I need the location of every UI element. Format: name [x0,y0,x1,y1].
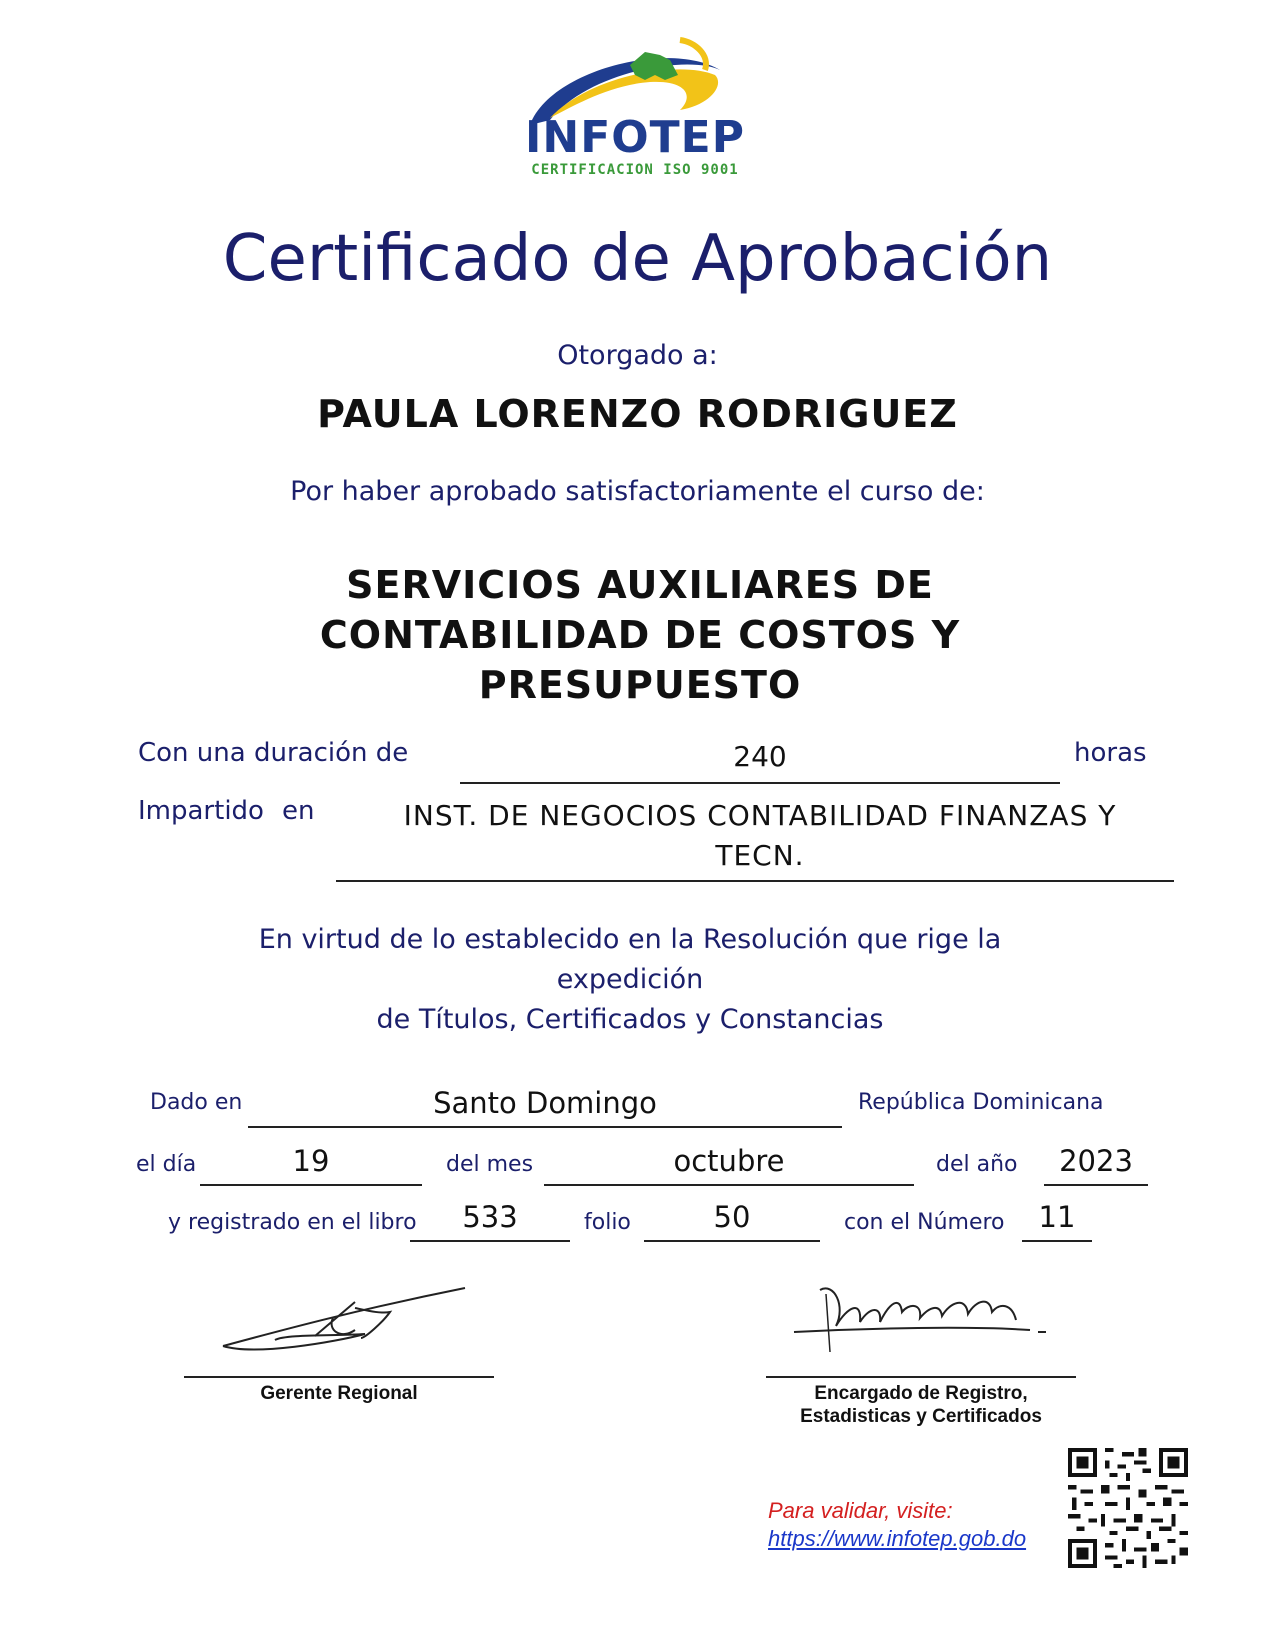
duration-unit: horas [1074,738,1147,768]
libro-value: 533 [462,1200,518,1234]
course-line-2: CONTABILIDAD DE COSTOS Y [319,613,961,657]
location-line [336,880,1174,882]
resolution-line-1: En virtud de lo establecido en la Resolución que rige la expedición [258,924,1002,995]
country-label: República Dominicana [858,1090,1104,1115]
anio-line [1044,1184,1148,1186]
anio-value: 2023 [1059,1144,1133,1178]
location-label-en: en [282,796,315,826]
dado-label: Dado en [150,1090,243,1115]
location-label: Impartido [138,796,264,826]
mes-label: del mes [446,1152,534,1177]
validate-link[interactable]: https://www.infotep.gob.do [768,1526,1027,1551]
folio-line [644,1240,820,1242]
numero-line [1022,1240,1092,1242]
libro-label: y registrado en el libro [168,1210,417,1235]
resolution-paragraph [190,920,1070,1040]
granted-label: Otorgado a: [557,340,718,371]
right-signature-title [766,1382,1076,1428]
right-signature-title-line-1: Encargado de Registro, [814,1383,1028,1404]
logo-subtitle: CERTIFICACION ISO 9001 [531,162,739,178]
location-value [340,796,1180,876]
duration-label: Con una duración de [138,738,409,768]
city-line [248,1126,842,1128]
course-intro: Por haber aprobado satisfactoriamente el curso de: [290,476,985,507]
qr-code-icon [1068,1448,1188,1568]
location-value-line-1: INST. DE NEGOCIOS CONTABILIDAD FINANZAS Y [403,799,1117,832]
location-value-line-2: TECN. [715,839,805,872]
dia-label: el día [136,1152,197,1177]
anio-label: del año [936,1152,1018,1177]
city-value: Santo Domingo [433,1086,657,1120]
duration-value: 240 [733,740,787,773]
numero-label: con el Número [844,1210,1005,1235]
right-signature-line [766,1376,1076,1378]
right-signature [790,1276,1060,1356]
course-name [280,560,1000,710]
folio-label: folio [584,1210,631,1235]
resolution-line-2: de Títulos, Certificados y Constancias [376,1004,884,1035]
folio-value: 50 [713,1200,751,1234]
recipient-name: PAULA LORENZO RODRIGUEZ [317,392,958,436]
dia-line [200,1184,422,1186]
course-line-1: SERVICIOS AUXILIARES DE [346,563,934,607]
certificate-title: Certificado de Aprobación [222,222,1053,296]
mes-value: octubre [673,1144,785,1178]
course-line-3: PRESUPUESTO [478,663,802,707]
logo-wordmark: INFOTEP [525,112,745,163]
validate-label: Para validar, visite: [768,1498,953,1523]
right-signature-title-line-2: Estadisticas y Certificados [800,1406,1042,1427]
left-signature-title: Gerente Regional [260,1383,418,1404]
duration-line [460,782,1060,784]
mes-line [544,1184,914,1186]
numero-value: 11 [1038,1200,1076,1234]
libro-line [410,1240,570,1242]
dia-value: 19 [292,1144,330,1178]
left-signature-line [184,1376,494,1378]
left-signature [215,1280,475,1360]
